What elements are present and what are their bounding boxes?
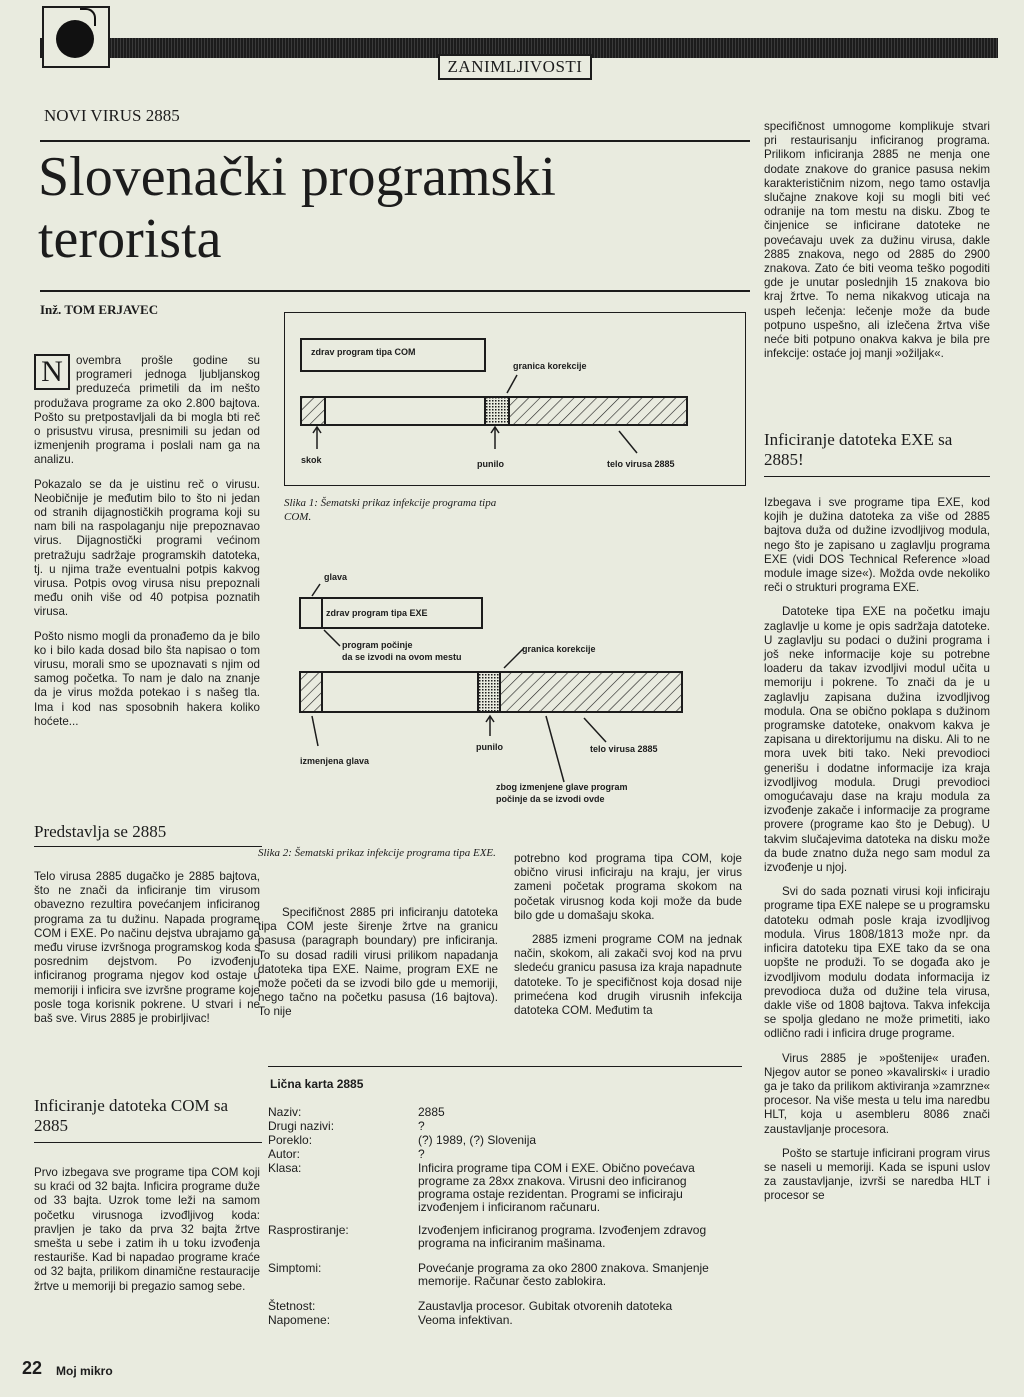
headline: Slovenački programski terorista — [38, 146, 556, 270]
figure-2 — [284, 560, 744, 830]
paragraph: N ovembra prošle godine su programeri jednoga ljubljanskog preduzeća primetili da im nešto produžava programe za oko 2.800 bajtova. Pošto su pretpostavljali da bi mogla bti reč o prisustvu virusa, presnimili su jedan od izmenjenih programa i poslali nam ga na analizu. — [34, 354, 260, 467]
fuse-icon — [80, 8, 96, 26]
figure-2-caption: Slika 2: Šematski prikaz infekcije programa tipa EXE. — [258, 847, 496, 859]
paragraph: 2885 izmeni programe COM na jednak način, skokom, ali zakači svoj kod na prvu sledeću granicu pasusa iza kraja napadnute datoteke. To je specifičnost koja dosad nije primećena kod drugih virusnih infekcija datoteka COM. Međutim ta — [514, 933, 742, 1018]
program-body — [325, 397, 485, 425]
idcard-value: 2885 — [418, 1105, 445, 1119]
paragraph: Pokazalo se da je uistinu reč o virusu. Neobičnije je međutim bilo to što ni jedan od stranih dijagnostičkih programa koji su nam bili na raspolaganju nije prepoznavao virus. Dijagnostički programi većinom pretražuju sadržaje programskih datoteka, tj. u njima traže eventualni potpis kakvog virusa. Potpis ovog virusa nisu prepoznali među onih više od 40 potpisa poznatih virusa. — [34, 477, 260, 619]
virus-body — [509, 397, 687, 425]
idcard-value: (?) 1989, (?) Slovenija — [418, 1133, 537, 1147]
paragraph: Datoteke tipa EXE na početku imaju zaglavlje u kome je opis sadržaja datoteke. U zaglavlju su podaci o dužini programa i još neke informacije koje su potrebne loaderu da takav izvodljivi modul učita u memoriju i pokrene. To znači da je u zaglavlju zapisana dužina izvodljivog modula. Ona se obično poklapa s dužinom programske datoteke, onakvom kakva je zapisana u direktorijumu na disku. Ali to ne mora uvek biti tako. Neki prevodioci generišu i dodatne informacije iza kraja izvodljivog modula. Drugi prevodioci omogućavaju dase na kraju modula za izvođenje zakače i informacije za programe provere (programe kao što je Debug). U takvim slučajevima datoteka na disku može da bude znatno duža nego sam modul za izvođenje u njoj. — [764, 605, 990, 875]
label-virus: telo virusa 2885 — [607, 459, 675, 469]
idcard-key: Napomene: — [268, 1313, 331, 1327]
byline: Inž. TOM ERJAVEC — [40, 302, 159, 317]
column-1 — [34, 354, 260, 739]
divider — [34, 1142, 262, 1143]
idcard-key: Autor: — [268, 1147, 301, 1161]
column-1-body — [34, 870, 260, 1036]
idcard-value: Povećanje programa za oko 2800 znakova. Smanjenje memorije. Računar često zablokira. — [418, 1261, 709, 1288]
figure-1-caption: Slika 1: Šematski prikaz infekcije programa tipa COM. — [284, 497, 497, 523]
idcard-value: Veoma infektivan. — [418, 1313, 513, 1327]
section-heading: Predstavlja se 2885 — [34, 822, 167, 841]
arrow — [619, 431, 637, 453]
figure-1-diagram — [285, 313, 745, 485]
idcard-key: Drugi nazivi: — [268, 1119, 335, 1133]
idcard-key: Štetnost: — [268, 1299, 316, 1313]
idcard-key: Poreklo: — [268, 1133, 313, 1147]
paragraph: Telo virusa 2885 dugačko je 2885 bajtova, što ne znači da inficiranje tim virusom obavezno rezultira povećanjem inficiranog programa za tu dužinu. Napada programe COM i EXE. Po načinu dejstva ubrajamo ga među viruse izvršnoga programskog koda s posrednim dejstvom. Po izvođenju inficiranog programa njegov kod ostaje u memoriji i inficira sve izvršne programe koje posle toga korisnik pokrene. U stvari i ne baš sve. Virus 2885 je probirljivac! — [34, 870, 260, 1026]
arrow — [507, 375, 517, 393]
drop-cap: N — [34, 354, 70, 390]
divider — [34, 846, 262, 847]
padding-block — [478, 672, 500, 712]
section-heading: Inficiranje datoteka EXE sa 2885! — [764, 430, 953, 469]
idcard-key: Naziv: — [268, 1105, 302, 1119]
paragraph: Svi do sada poznati virusi koji inficiraju programe tipa EXE nalepe se u programsku datoteku odmah posle kraja izvodljivog modula. Virus 1808/1813 može npr. da inficira datoteku tipa EXE tako da se ona uopšte ne produži. To se događa ako je izvodljivom modulu dodata informacija iz prevodioca duža od dužine tela virusa, dakle više od 1808 bajtova. Takva infekcija se spolja gledano ne može primetiti, iako odlično radi i inficira druge programe. — [764, 885, 990, 1041]
label-program: zdrav program tipa EXE — [326, 608, 428, 618]
paragraph: potrebno kod programa tipa COM, koje obično virusi inficiraju na kraju, jer virus zameni početak programa skokom na početak virusnog koda koji može da bude bilo gde u domašaju skoka. — [514, 852, 742, 922]
label-padding: punilo — [477, 459, 504, 469]
label-boundary: granica korekcije — [513, 361, 587, 371]
label-start-2: da se izvodi na ovom mestu — [342, 652, 462, 662]
virus-body — [500, 672, 682, 712]
idcard-value: Inficira programe tipa COM i EXE. Obično povećava programe za 28xx znakova. Virusni deo inficiranog programa ostaje rezidentan. Programi se inficiraju izvođenjem i inficiranom računaru. — [418, 1161, 695, 1214]
header-block — [300, 598, 322, 628]
column-2 — [258, 906, 498, 1030]
label-virus: telo virusa 2885 — [590, 744, 658, 754]
label-jump: skok — [301, 455, 322, 465]
column-3 — [514, 852, 742, 1028]
idcard-title: Lična karta 2885 — [270, 1077, 364, 1091]
padding-block — [485, 397, 509, 425]
paragraph: specifičnost umnogome komplikuje stvari pri restaurisanju inficiranog programa. Prilikom inficiranja 2885 ne menja one dodate znakove do granice pasusa nekim karakterističnim nizom, nego tamo ostavlja slučajne znakove koji su mogli biti već odranije na tom mestu na disku. Zbog te činjenice se inficirane datoteke ne povećavaju uvek za dužinu virusa, dakle 2885 znakova, nego od 2885 do 2900 znakova. Zato će biti veoma teško pogoditi gde je unutar poslednjih 15 znakova bio kraj žrtve. To nema nikakvog uticaja na uspeh lečenja: lečenje može da bude potpuno uspešno, ali izlečena žrtva više neće biti potpuno onakva kakva je bila pre infekcije: ostaće joj manji »ožiljak«. — [764, 120, 990, 361]
idcard-value: Zaustavlja procesor. Gubitak otvorenih datoteka — [418, 1299, 673, 1313]
idcard-key: Rasprostiranje: — [268, 1223, 349, 1237]
label-changed-header: izmenjena glava — [300, 756, 370, 766]
figure-1 — [284, 312, 746, 486]
paragraph: Specifičnost 2885 pri inficiranju datoteka tipa COM jeste širenje žrtve na granicu pasusa (paragraph boundary) pre inficiranja. To su dosad radili virusi prilikom napadanja datoteka tipa EXE. Naime, program EXE ne može početi da se izvodi bilo gde u memoriji, nego tačno na početku pasusa (16 bajtova). To nije — [258, 906, 498, 1019]
paragraph: Prvo izbegava sve programe tipa COM koji su kraći od 32 bajta. Inficira programe duže od 33 bajta. Uzrok tome leži na samom početku virusnoga izvođljivog koda: pravljen je tako da prva 32 bajta žrtve smešta u sebe i zatim ih u toku izvođenja restauriše. Kad bi napadao programe kraće od 32 bajta, prilikom dinamične restauracije žrtve u memoriji bi pregazio samog sebe. — [34, 1166, 260, 1293]
column-4-body — [764, 496, 990, 1214]
page-number: 22 — [22, 1358, 43, 1378]
paragraph: Virus 2885 je »poštenije« urađen. Njegov autor se poneo »kavalirski« i uradio ga je tako da prilikom aktiviranja »zamrzne« procesor. Na više mesta u telu ima naredbu HLT, koja u asembleru 8086 znači zaustavljanje procesora. — [764, 1051, 990, 1136]
divider — [40, 290, 750, 292]
label-padding: punilo — [476, 742, 503, 752]
label-start: program počinje — [342, 640, 413, 650]
idcard-value: ? — [418, 1119, 425, 1133]
divider — [268, 1066, 742, 1067]
program-body — [322, 672, 478, 712]
magazine-name: Moj mikro — [56, 1364, 113, 1378]
paragraph: Pošto se startuje inficirani program virus se naseli u memoriji. Kada se ispuni uslov za zaustavljanje, izvrši se naredba HLT i procesor se — [764, 1146, 990, 1203]
idcard-key: Simptomi: — [268, 1261, 322, 1275]
label-program: zdrav program tipa COM — [311, 347, 416, 357]
paragraph: Pošto nismo mogli da pronađemo da je bilo ko i bilo kada dosad bilo šta napisao o tom virusu, morali smo se upoznavati s njim od samog početka. To nam je dalo na znanje da je virus možda potekao i s našeg tla. Ima i kod nas sposobnih hakera koliko hoćete... — [34, 629, 260, 728]
label-note-2: počinje da se izvodi ovde — [496, 794, 605, 804]
idcard-value: Izvođenjem inficiranog programa. Izvođenjem zdravog programa na inficiranim mašinama. — [418, 1223, 707, 1250]
changed-header — [300, 672, 322, 712]
label-note-1: zbog izmenjene glave program — [496, 782, 628, 792]
column-1-body — [34, 1166, 260, 1304]
kicker: NOVI VIRUS 2885 — [44, 106, 180, 125]
section-label: ZANIMLJIVOSTI — [438, 54, 592, 80]
idcard-key: Klasa: — [268, 1161, 302, 1175]
column-4 — [764, 120, 990, 371]
paragraph: Izbegava i sve programe tipa EXE, kod kojih je dužina datoteka za više od 2885 bajtova duža od dužine izvodljivog modula, nego što je zapisano u zaglavlju programa EXE (vidi DOS Technical Reference »load module image size«). Možda ovde nekoliko reči o strukturi programa EXE. — [764, 496, 990, 595]
divider — [764, 476, 990, 477]
divider — [40, 140, 750, 142]
section-heading: Inficiranje datoteka COM sa 2885 — [34, 1096, 229, 1135]
label-boundary: granica korekcije — [522, 644, 596, 654]
label-header: glava — [324, 572, 348, 582]
idcard-value: ? — [418, 1147, 425, 1161]
jump-block — [301, 397, 325, 425]
